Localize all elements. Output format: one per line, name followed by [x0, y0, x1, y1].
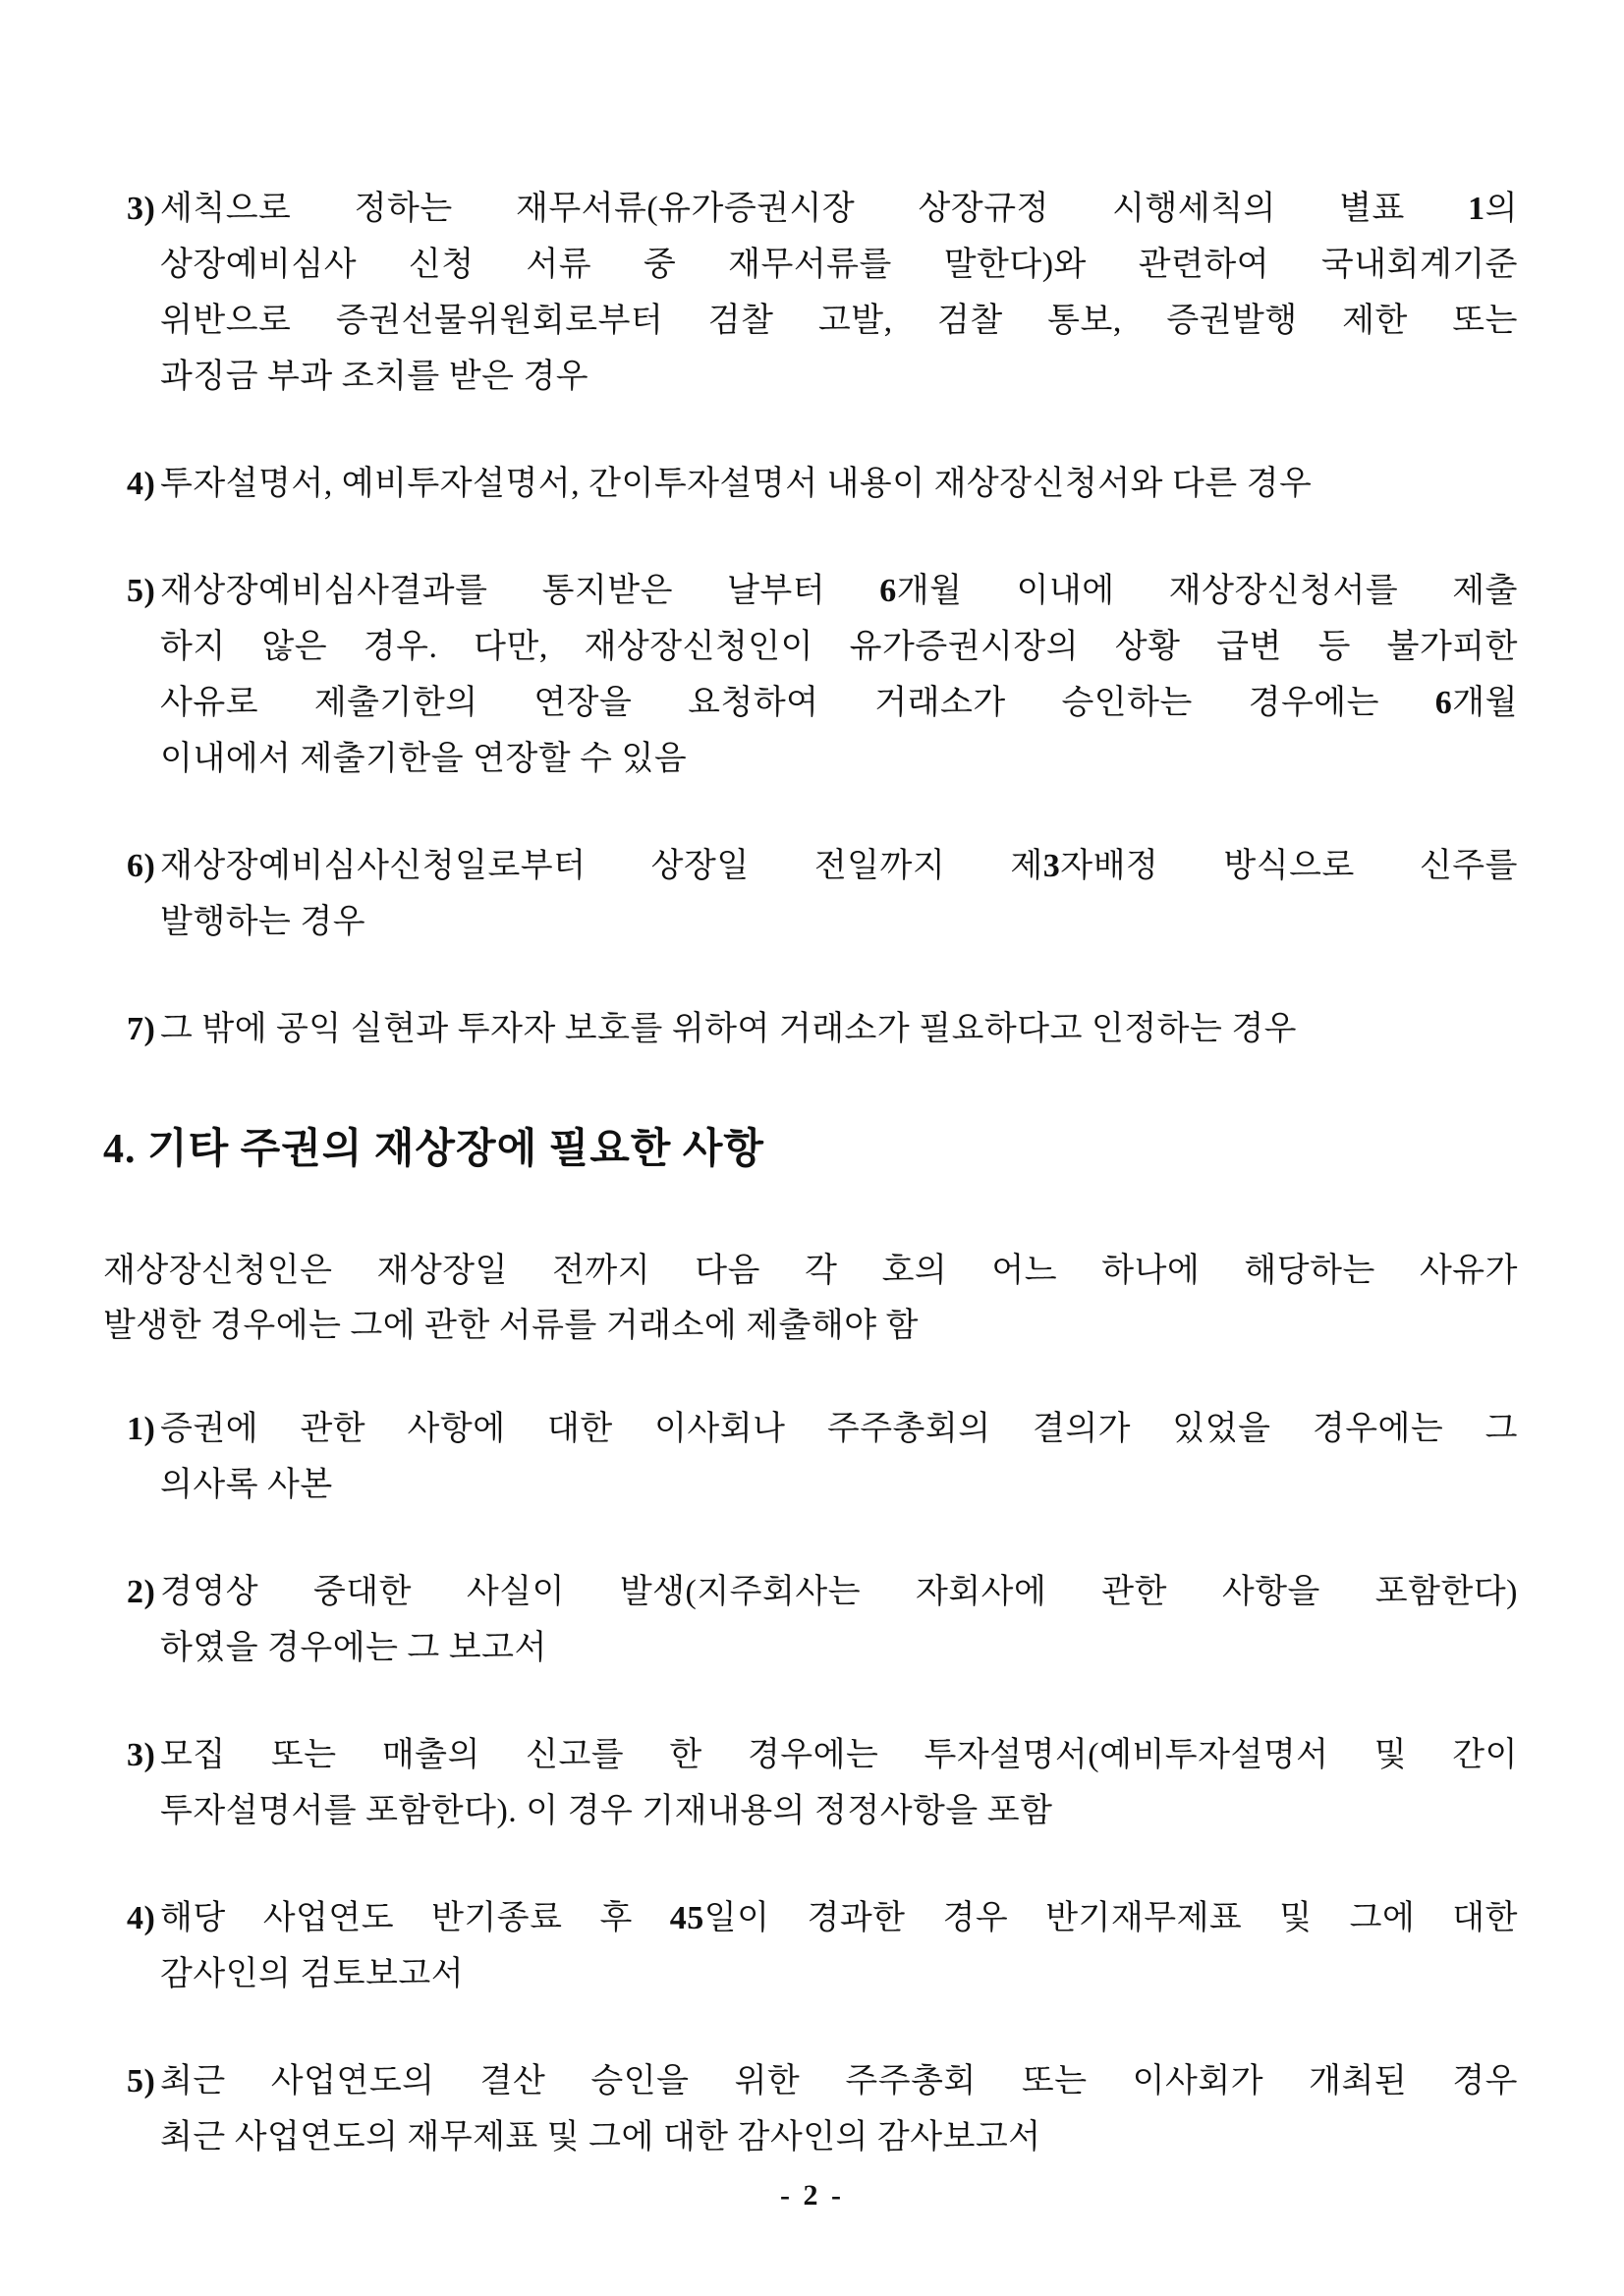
- text-line: 경영상 중대한 사실이 발생(지주회사는 자회사에 관한 사항을 포함한다): [160, 1574, 1518, 1610]
- item-body: [160, 181, 1518, 405]
- item-marker: 2): [127, 1574, 156, 1610]
- text-line: 투자설명서, 예비투자설명서, 간이투자설명서 내용이 재상장신청서와 다른 경우: [160, 466, 1313, 502]
- text-line: 이내에서 제출기한을 연장할 수 있음: [160, 741, 688, 777]
- text-line: 재상장예비심사결과를 통지받은 날부터 6개월 이내에 재상장신청서를 제출: [160, 573, 1518, 609]
- section-intro-paragraph: [103, 1244, 1518, 1354]
- text-line: 의사록 사본: [160, 1467, 333, 1503]
- item-marker: 3): [127, 191, 156, 227]
- item-marker: 6): [127, 848, 156, 884]
- list-item: [103, 1727, 1518, 1839]
- list-item: [103, 1401, 1518, 1513]
- text-line: 해당 사업연도 반기종료 후 45일이 경과한 경우 반기재무제표 및 그에 대한: [160, 1900, 1518, 1936]
- item-marker: 1): [127, 1411, 156, 1447]
- continued-numbered-list: [103, 181, 1518, 1057]
- section-heading: 4. 기타 주권의 재상장에 필요한 사항: [103, 1127, 765, 1172]
- item-body: [160, 1401, 1518, 1513]
- item-body: [160, 838, 1518, 950]
- text-line: 하지 않은 경우. 다만, 재상장신청인이 유가증권시장의 상황 급변 등 불가피한: [160, 629, 1518, 665]
- text-line: 위반으로 증권선물위원회로부터 검찰 고발, 검찰 통보, 증권발행 제한 또는: [160, 303, 1518, 339]
- list-item: [103, 1564, 1518, 1676]
- item-body: [160, 1890, 1518, 2002]
- text-line: 과징금 부과 조치를 받은 경우: [160, 359, 589, 395]
- item-marker: 3): [127, 1737, 156, 1773]
- list-item: [103, 181, 1518, 405]
- text-line: 투자설명서를 포함한다). 이 경우 기재내용의 정정사항을 포함: [160, 1793, 1053, 1829]
- section-numbered-list: [103, 1401, 1518, 2165]
- list-item: [103, 563, 1518, 787]
- text-line: 증권에 관한 사항에 대한 이사회나 주주총회의 결의가 있었을 경우에는 그: [160, 1411, 1518, 1447]
- item-marker: 4): [127, 1900, 156, 1936]
- text-line: 재상장신청인은 재상장일 전까지 다음 각 호의 어느 하나에 해당하는 사유가: [103, 1253, 1518, 1289]
- item-body: [160, 1727, 1518, 1839]
- text-line: 사유로 제출기한의 연장을 요청하여 거래소가 승인하는 경우에는 6개월: [160, 685, 1518, 721]
- item-body: [160, 2053, 1518, 2165]
- text-line: 모집 또는 매출의 신고를 한 경우에는 투자설명서(예비투자설명서 및 간이: [160, 1737, 1518, 1773]
- item-marker: 7): [127, 1011, 156, 1047]
- item-marker: 5): [127, 2063, 156, 2100]
- item-body: [160, 1001, 1518, 1057]
- text-line: 상장예비심사 신청 서류 중 재무서류를 말한다)와 관련하여 국내회계기준: [160, 247, 1518, 283]
- text-line: 발행하는 경우: [160, 904, 366, 940]
- list-item: [103, 2053, 1518, 2165]
- text-line: 최근 사업연도의 재무제표 및 그에 대한 감사인의 감사보고서: [160, 2119, 1041, 2156]
- item-body: [160, 563, 1518, 787]
- text-line: 감사인의 검토보고서: [160, 1956, 465, 1992]
- item-body: [160, 456, 1518, 512]
- text-line: 그 밖에 공익 실현과 투자자 보호를 위하여 거래소가 필요하다고 인정하는 경우: [160, 1011, 1298, 1047]
- list-item: [103, 1001, 1518, 1057]
- item-marker: 5): [127, 573, 156, 609]
- item-body: [160, 1564, 1518, 1676]
- text-line: 세칙으로 정하는 재무서류(유가증권시장 상장규정 시행세칙의 별표 1의: [160, 191, 1518, 227]
- text-line: 최근 사업연도의 결산 승인을 위한 주주총회 또는 이사회가 개최된 경우: [160, 2063, 1518, 2100]
- page-number: - 2 -: [780, 2179, 844, 2212]
- list-item: [103, 838, 1518, 950]
- list-item: [103, 456, 1518, 512]
- text-line: 재상장예비심사신청일로부터 상장일 전일까지 제3자배정 방식으로 신주를: [160, 848, 1518, 884]
- item-marker: 4): [127, 466, 156, 502]
- text-line: 하였을 경우에는 그 보고서: [160, 1630, 547, 1666]
- text-line: 발생한 경우에는 그에 관한 서류를 거래소에 제출해야 함: [103, 1308, 919, 1344]
- list-item: [103, 1890, 1518, 2002]
